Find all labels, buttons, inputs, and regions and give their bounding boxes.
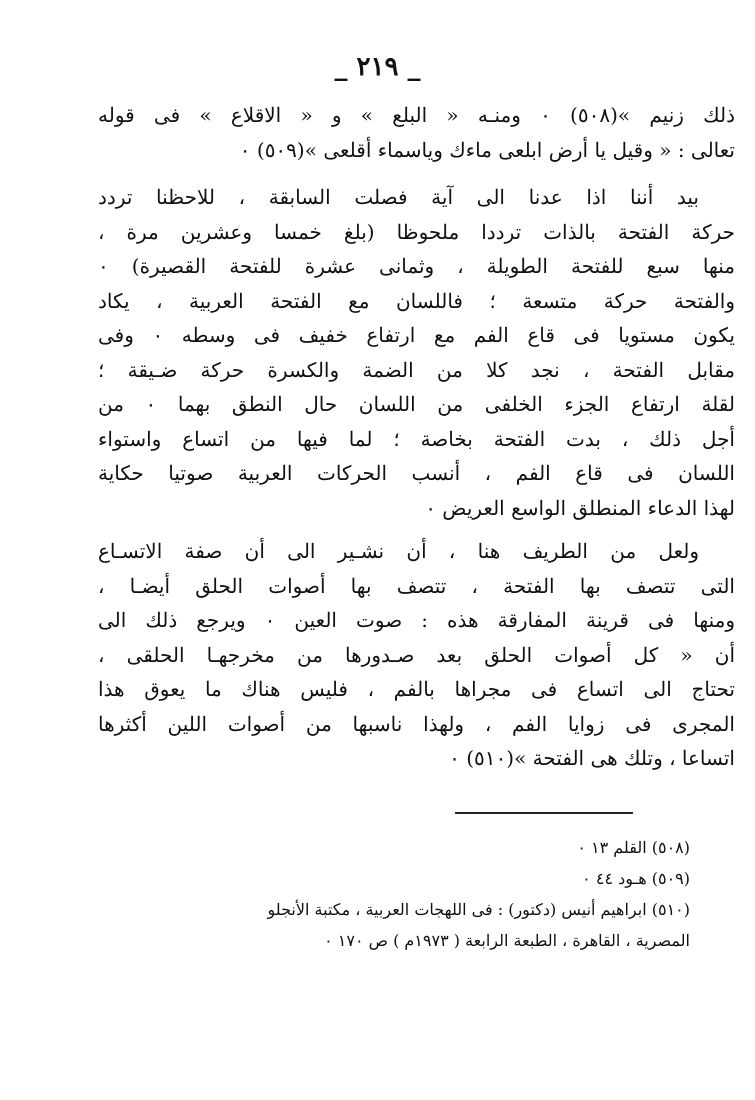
text-line: لهذا الدعاء المنطلق الواسع العريض ٠ [425,495,735,520]
footnote-510-continued: المصرية ، القاهرة ، الطبعة الرابعة ( ١٩٧٣م ) ص ١٧٠ ٠ [324,931,690,950]
text-line: أجل ذلك ، بدت الفتحة بخاصة ؛ لما فيها من اتساع واستواء [98,426,735,451]
text-line: والفتحة حركة متسعة ؛ فاللسان مع الفتحة العربية ، يكاد [98,288,735,313]
paragraph-1 [98,98,735,167]
paragraph-2 [98,180,735,525]
footnote-divider [455,812,633,814]
text-line: ولعل من الطريف هنا ، أن نشـير الى أن صفة الاتسـاع [98,539,699,563]
paragraph-3 [98,534,735,776]
text-line: التى تتصف بها الفتحة ، تتصف بها أصوات الحلق أيضـا ، [98,573,735,598]
text-line: أن « كل أصوات الحلق بعد صـدورها من مخرجهـا الحلقى ، [98,642,735,667]
text-line: بيد أننا اذا عدنا الى آية فصلت السابقة ، للاحظنا تردد [98,185,699,209]
footnotes [100,832,690,956]
text-line: يكون مستويا فى قاع الفم مع ارتفاع خفيف فى وسطه ٠ وفى [98,323,735,347]
page-number: _ ٢١٩ _ [334,52,421,82]
text-line: حركة الفتحة بالذات ترددا ملحوظا (بلغ خمسا وعشرين مرة ، [98,219,735,244]
footnote-509: (٥٠٩) هـود ٤٤ ٠ [582,869,690,888]
text-line: مقابل الفتحة ، نجد كلا من الضمة والكسرة حركة ضـيقة ؛ [98,357,735,382]
text-line: المجرى فى زوايا الفم ، ولهذا ناسبها من أصوات اللين أكثرها [98,711,735,736]
footnote-508: (٥٠٨) القلم ١٣ ٠ [577,838,690,857]
text-line: ومنها فى قرينة المفارقة هذه : صوت العين ٠ ويرجع ذلك الى [98,608,735,632]
text-line: تعالى : « وقيل يا أرض ابلعى ماءك وياسماء أقلعى »(٥٠٩) ٠ [239,137,735,162]
text-line: منها سبع للفتحة الطويلة ، وثمانى عشرة للفتحة القصيرة) ٠ [98,254,735,278]
text-line: تحتاج الى اتساع فى مجراها بالفم ، فليس هناك ما يعوق هذا [98,677,735,701]
text-line: لقلة ارتفاع الجزء الخلفى من اللسان حال النطق بهما ٠ من [98,392,735,416]
text-line: اتساعا ، وتلك هى الفتحة »(٥١٠) ٠ [449,746,735,770]
footnote-510: (٥١٠) ابراهيم أنيس (دكتور) : فى اللهجات العربية ، مكتبة الأنجلو [267,900,690,919]
text-line: ذلك زنيم »(٥٠٨) ٠ ومنـه « البلع » و « الاقلاع » فى قوله [98,103,735,127]
text-line: اللسان فى قاع الفم ، أنسب الحركات العربية صوتيا حكاية [98,461,735,485]
